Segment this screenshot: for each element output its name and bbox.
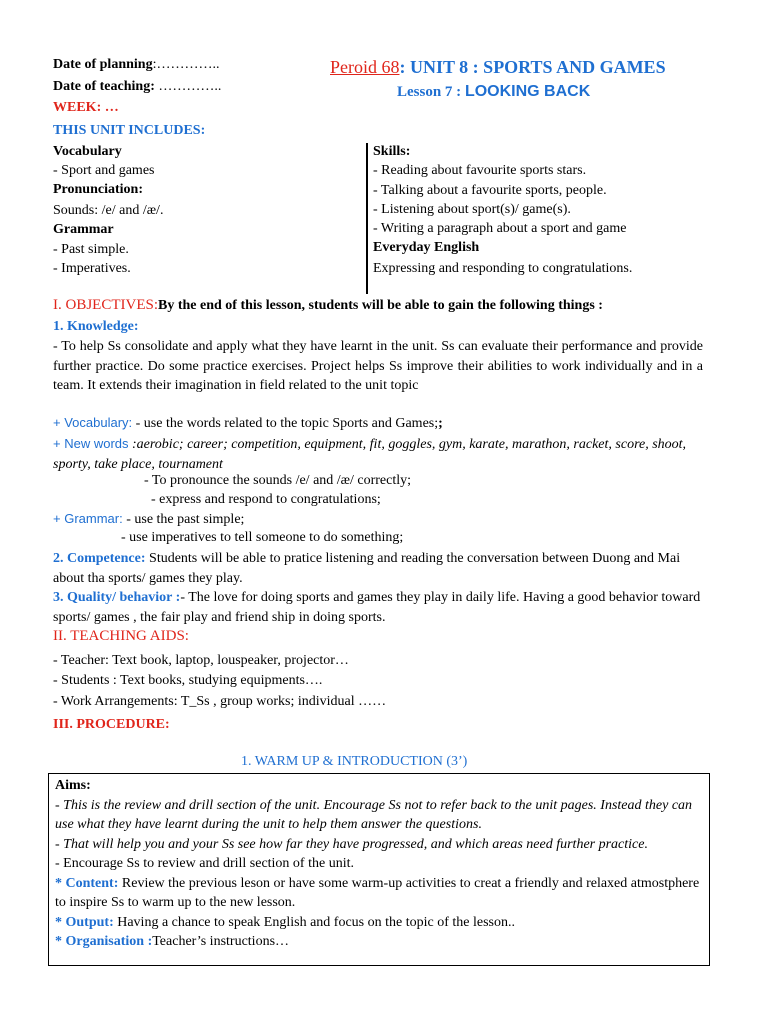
- date-planning-label: Date of planning: [53, 57, 153, 72]
- everyday-english-item: Expressing and responding to congratulations.: [373, 261, 633, 276]
- competence-text: Students will be able to pratice listening and reading the conversation between Duong and Mai about tha sports/ games they play.: [53, 551, 681, 586]
- content-line: [55, 874, 705, 913]
- aim-progress: - That will help you and your Ss see how far they have progressed, and which areas need further practice.: [55, 836, 648, 852]
- quality-label: 3. Quality/ behavior :: [53, 590, 181, 605]
- pronunciation-objective: - To pronounce the sounds /e/ and /æ/ correctly;: [144, 473, 412, 488]
- congratulations-objective: - express and respond to congratulations;: [151, 492, 381, 507]
- aim-review: - This is the review and drill section of the unit. Encourage Ss not to refer back to the unit pages. Instead they can use what they have learnt during the unit to help them answer the questions.: [55, 797, 693, 832]
- unit-includes-heading: THIS UNIT INCLUDES:: [53, 123, 206, 138]
- organisation-line: [55, 932, 705, 952]
- grammar-item-imperatives: - Imperatives.: [53, 261, 131, 276]
- vocabulary-objective-label: + Vocabulary:: [53, 415, 133, 430]
- vocabulary-heading: Vocabulary: [53, 144, 122, 159]
- period-number: Peroid 68: [330, 57, 400, 77]
- skill-writing: - Writing a paragraph about a sport and game: [373, 221, 627, 236]
- unit-title: UNIT 8 : SPORTS AND GAMES: [410, 57, 666, 77]
- lesson-prefix: Lesson 7 :: [397, 84, 465, 100]
- date-of-planning: [53, 57, 219, 73]
- warmup-box: [48, 773, 710, 966]
- pronunciation-item: Sounds: /e/ and /æ/.: [53, 203, 164, 218]
- date-teaching-dots: …………..: [158, 79, 222, 94]
- page-title: [330, 57, 666, 78]
- output-line: [55, 913, 705, 933]
- procedure-heading: III. PROCEDURE:: [53, 717, 170, 732]
- grammar-objective: [53, 511, 244, 528]
- date-of-teaching: [53, 79, 221, 95]
- teaching-aids-students: - Students : Text books, studying equipments….: [53, 673, 323, 688]
- skill-talking: - Talking about a favourite sports, people.: [373, 183, 607, 198]
- warmup-box-content: [55, 776, 705, 952]
- lesson-name: LOOKING BACK: [464, 83, 591, 100]
- teaching-aids-teacher: - Teacher: Text book, laptop, louspeaker, projector…: [53, 653, 349, 668]
- vocabulary-objective: [53, 415, 443, 432]
- knowledge-heading: 1. Knowledge:: [53, 319, 139, 334]
- quality-text: - The love for doing sports and games they play in daily life. Having a good behavior toward sports/ games , the fair play and friend ship in doing sports.: [53, 590, 701, 625]
- grammar-heading: Grammar: [53, 222, 114, 237]
- content-text: Review the previous leson or have some warm-up activities to creat a friendly and relaxed atmostphere to inspire Ss to warm up to the new lesson.: [55, 875, 700, 910]
- teaching-aids-heading: II. TEACHING AIDS:: [53, 628, 189, 644]
- skills-heading: Skills:: [373, 144, 411, 159]
- skill-reading: - Reading about favourite sports stars.: [373, 163, 587, 178]
- competence-label: 2. Competence:: [53, 551, 146, 566]
- grammar-objective-label: + Grammar:: [53, 511, 123, 526]
- competence-paragraph: [53, 549, 703, 588]
- content-label: * Content:: [55, 875, 119, 891]
- organisation-label: * Organisation :: [55, 934, 153, 949]
- vocabulary-objective-text: - use the words related to the topic Sports and Games;: [132, 416, 439, 431]
- aims-label: Aims:: [55, 778, 91, 793]
- output-label: * Output:: [55, 914, 114, 930]
- column-divider: [366, 143, 368, 294]
- new-words-label: + New words: [53, 436, 129, 451]
- objectives-heading-label: I. OBJECTIVES:: [53, 297, 158, 313]
- everyday-english-heading: Everyday English: [373, 240, 480, 255]
- grammar-item-past-simple: - Past simple.: [53, 242, 129, 257]
- knowledge-paragraph: - To help Ss consolidate and apply what they have learnt in the unit. Ss can evaluate their performance and provide further practice. Do some practice exercises. Project helps Ss improve their abilities to work individually and in a team. It extends their imagination in field related to the unit topic: [53, 339, 703, 393]
- organisation-text: Teacher’s instructions…: [152, 934, 290, 949]
- title-colon: :: [399, 57, 410, 77]
- vocabulary-objective-end: ;: [438, 416, 443, 431]
- pronunciation-heading: Pronunciation:: [53, 182, 143, 197]
- objectives-heading: [53, 297, 603, 314]
- teaching-aids-work: - Work Arrangements: T_Ss , group works; individual ……: [53, 694, 387, 709]
- skill-listening: - Listening about sport(s)/ game(s).: [373, 202, 571, 217]
- lesson-title: [397, 83, 590, 101]
- quality-paragraph: [53, 588, 703, 627]
- new-words-objective: [53, 434, 703, 474]
- vocabulary-item: - Sport and games: [53, 163, 155, 178]
- aim-encourage: - Encourage Ss to review and drill section of the unit.: [55, 856, 354, 871]
- week-label: WEEK: …: [53, 100, 119, 115]
- date-planning-dots: :…………..: [152, 57, 220, 72]
- output-text: Having a chance to speak English and focus on the topic of the lesson..: [113, 914, 515, 930]
- imperatives-objective: - use imperatives to tell someone to do something;: [121, 530, 404, 545]
- warmup-title: 1. WARM UP & INTRODUCTION (3’): [241, 754, 468, 769]
- date-teaching-label: Date of teaching:: [53, 79, 159, 94]
- new-words-text: :aerobic; career; competition, equipment, fit, goggles, gym, karate, marathon, racket, score, shoot, sporty, take place, tournament: [53, 437, 687, 472]
- objectives-heading-text: By the end of this lesson, students will be able to gain the following things :: [158, 298, 603, 313]
- grammar-objective-text: - use the past simple;: [122, 512, 245, 527]
